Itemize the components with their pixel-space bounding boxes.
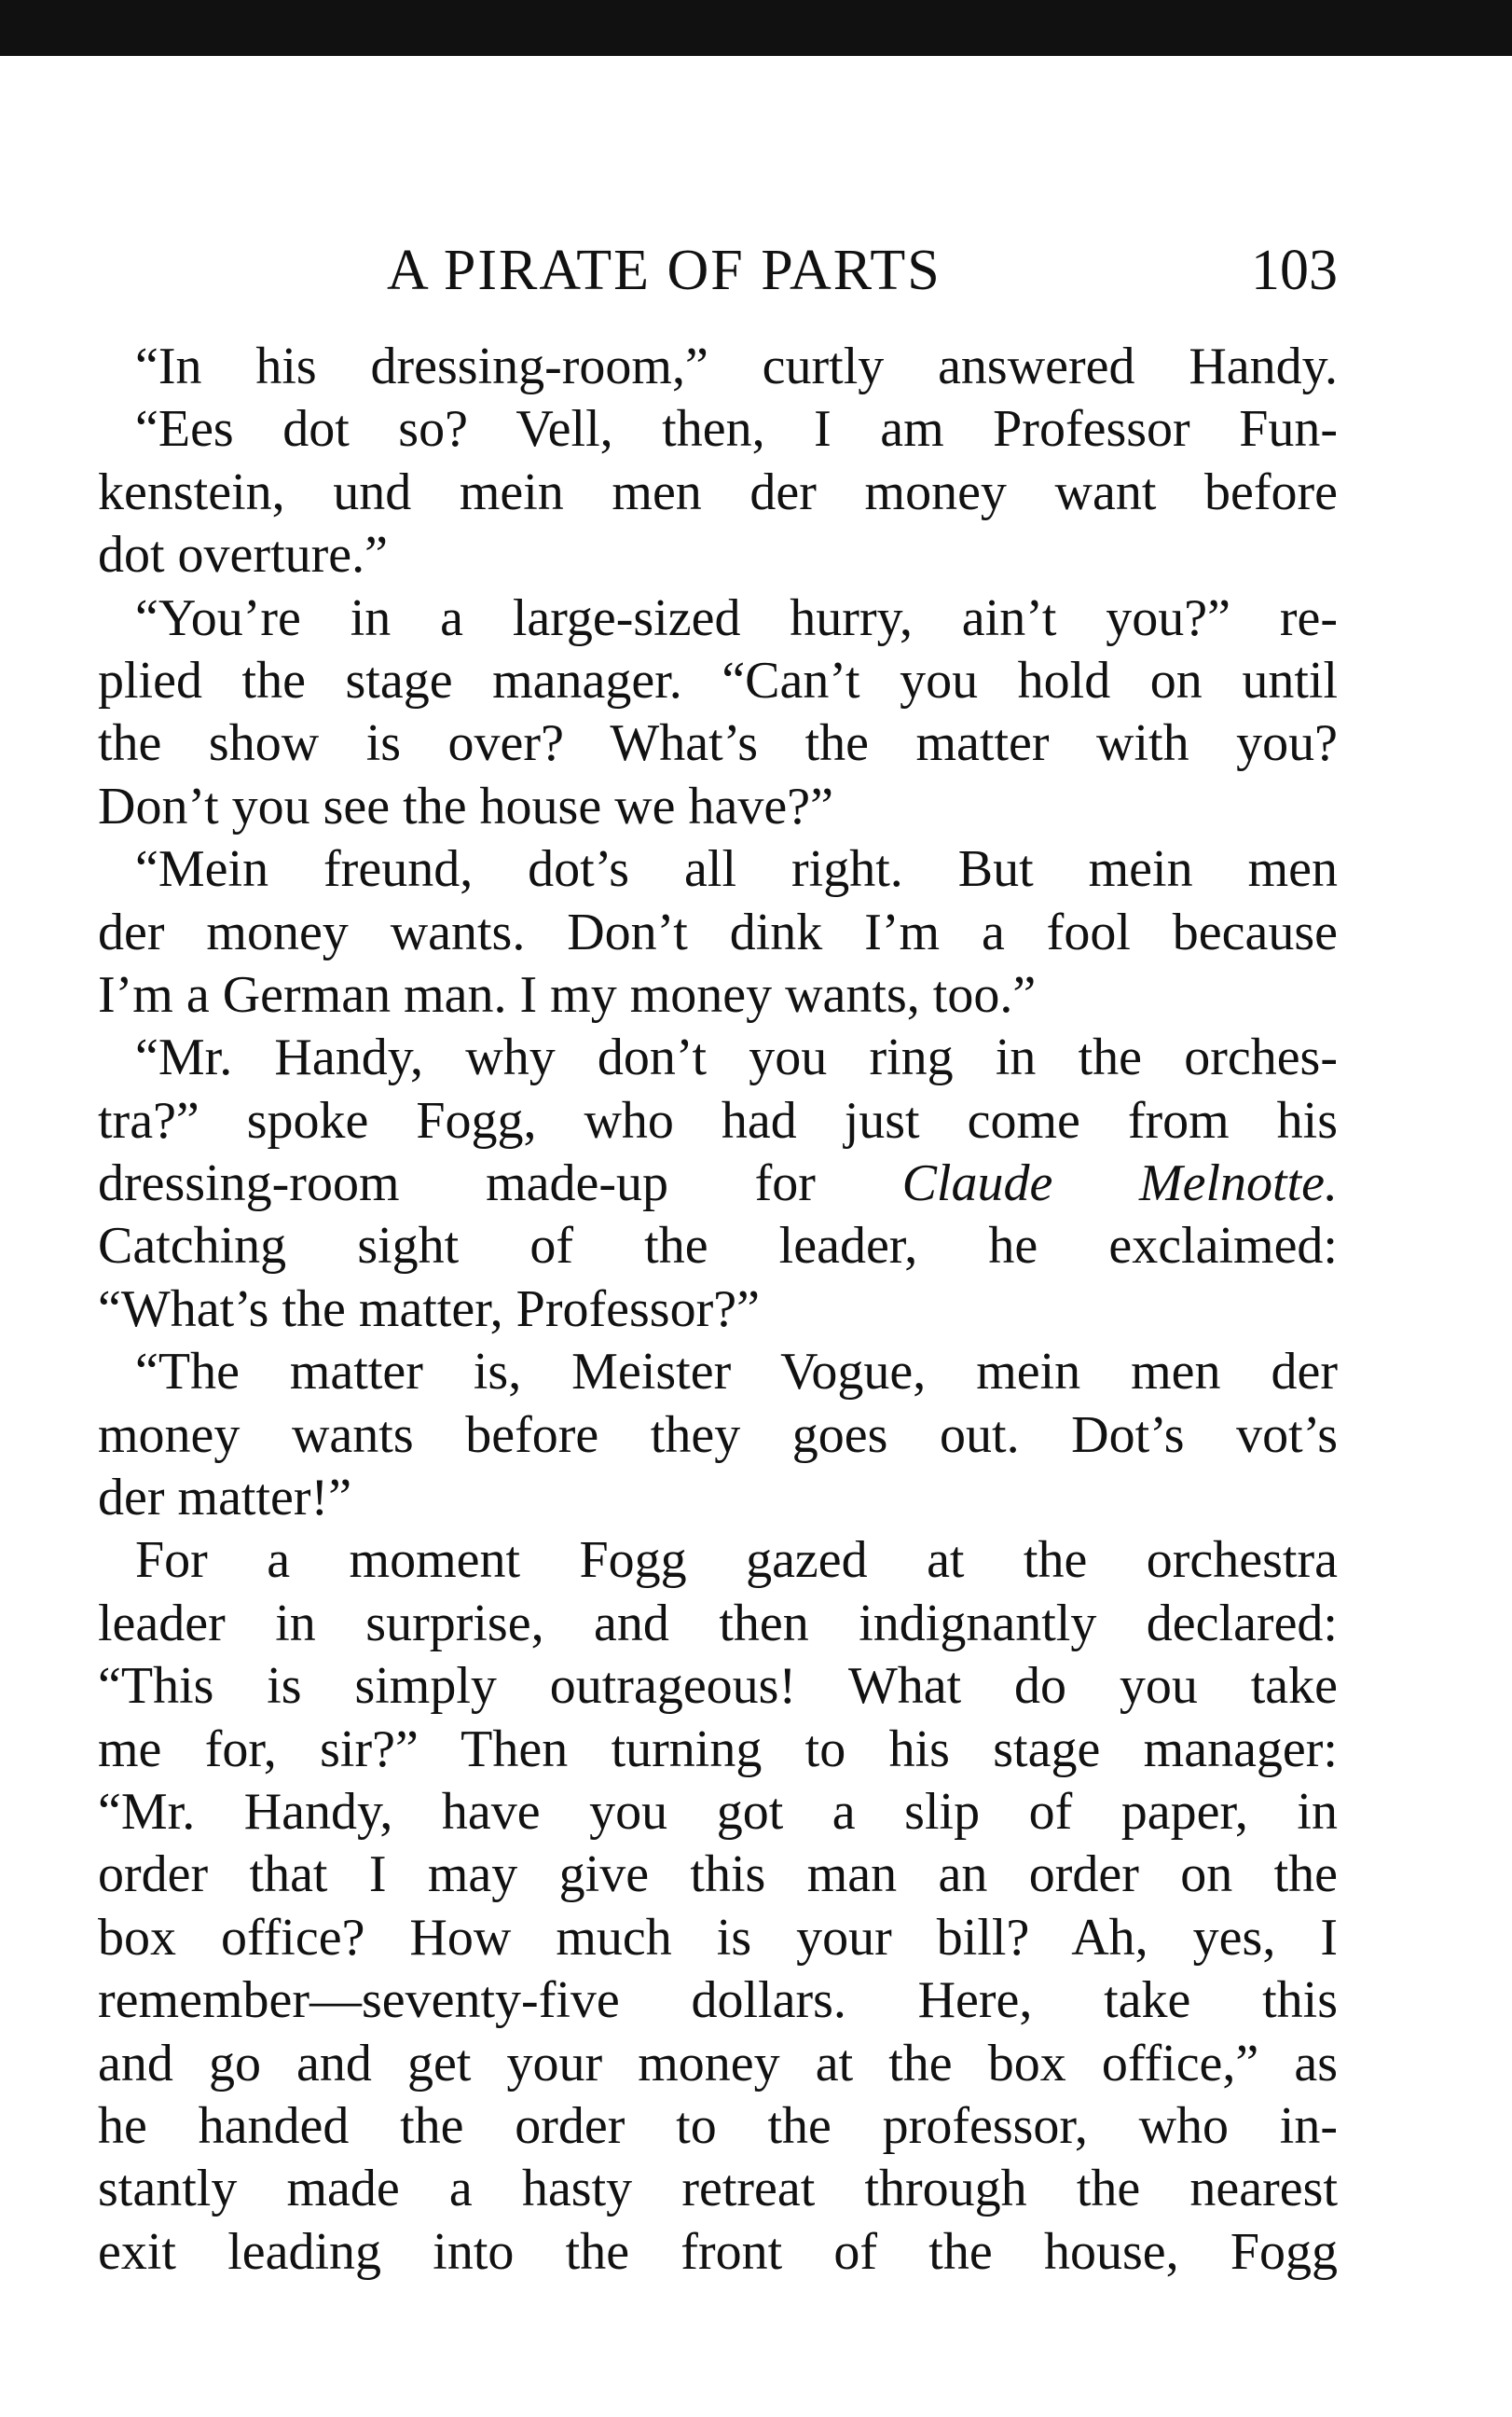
page-top-edge bbox=[0, 0, 1512, 56]
text-line: box office? How much is your bill? Ah, yes, I bbox=[98, 1908, 1338, 1967]
text-line: the show is over? What’s the matter with you? bbox=[98, 714, 1338, 773]
text-line: “You’re in a large-sized hurry, ain’t you?” re- bbox=[135, 588, 1338, 647]
text-line: and go and get your money at the box office,” as bbox=[98, 2034, 1338, 2092]
text-line: dot overture.” bbox=[98, 526, 388, 585]
text-line: For a moment Fogg gazed at the orchestra bbox=[135, 1531, 1338, 1590]
text-line: stantly made a hasty retreat through the nearest bbox=[98, 2160, 1338, 2218]
text-line: order that I may give this man an order on the bbox=[98, 1845, 1338, 1904]
text-line: “Ees dot so? Vell, then, I am Professor Fun- bbox=[135, 400, 1338, 459]
text-line: der matter!” bbox=[98, 1469, 352, 1527]
text-line: leader in surprise, and then indignantly declared: bbox=[98, 1594, 1338, 1652]
body-text bbox=[98, 336, 1338, 2284]
text-line: remember—seventy-five dollars. Here, take this bbox=[98, 1971, 1338, 2030]
text-line: me for, sir?” Then turning to his stage manager: bbox=[98, 1720, 1338, 1778]
text-line: “Mr. Handy, have you got a slip of paper, in bbox=[98, 1782, 1338, 1841]
text-line bbox=[98, 1153, 1338, 1215]
text-line: “In his dressing-room,” curtly answered Handy. bbox=[135, 338, 1338, 395]
page-number: 103 bbox=[1251, 239, 1338, 302]
italic-role-name: Claude Melnotte. bbox=[901, 1154, 1338, 1213]
text-line: plied the stage manager. “Can’t you hold on until bbox=[98, 651, 1338, 710]
text-line: “This is simply outrageous! What do you take bbox=[98, 1657, 1338, 1716]
text-line: Don’t you see the house we have?” bbox=[98, 777, 833, 836]
text-line: he handed the order to the professor, who in- bbox=[98, 2096, 1338, 2155]
text-line: money wants before they goes out. Dot’s vot’s bbox=[98, 1405, 1338, 1464]
text-line: kenstein, und mein men der money want before bbox=[98, 463, 1338, 521]
text-line: I’m a German man. I my money wants, too.” bbox=[98, 965, 1037, 1024]
running-head bbox=[98, 233, 1338, 308]
running-title: A PIRATE OF PARTS bbox=[387, 239, 942, 302]
text-line-segment: dressing-room made-up for bbox=[98, 1154, 902, 1213]
text-line: exit leading into the front of the house, Fogg bbox=[98, 2222, 1338, 2281]
text-line: “The matter is, Meister Vogue, mein men der bbox=[135, 1343, 1338, 1402]
text-line: “Mr. Handy, why don’t you ring in the orches- bbox=[135, 1029, 1338, 1087]
text-line: “What’s the matter, Professor?” bbox=[98, 1279, 760, 1338]
text-line: “Mein freund, dot’s all right. But mein men bbox=[135, 840, 1338, 899]
text-line: Catching sight of the leader, he exclaimed: bbox=[98, 1217, 1338, 1276]
text-line: tra?” spoke Fogg, who had just come from his bbox=[98, 1091, 1338, 1150]
text-line: der money wants. Don’t dink I’m a fool because bbox=[98, 903, 1338, 961]
